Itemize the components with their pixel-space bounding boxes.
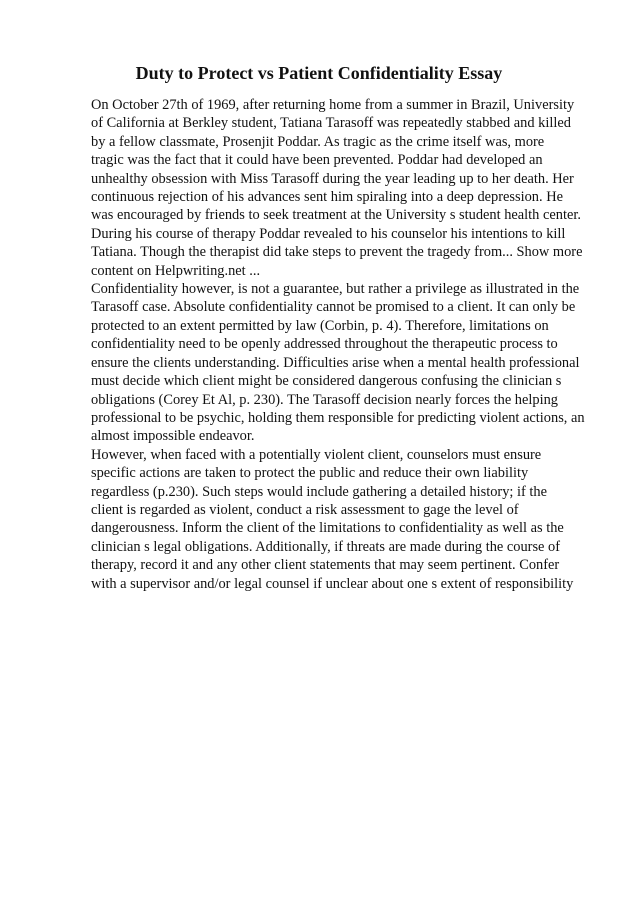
text-line: of California at Berkley student, Tatiana Tarasoff was repeatedly stabbed and killed [91,115,571,132]
text-line: During his course of therapy Poddar revealed to his counselor his intentions to kill [91,225,566,242]
text-line: On October 27th of 1969, after returning home from a summer in Brazil, University [91,97,575,113]
text-line: by a fellow classmate, Prosenjit Poddar. As tragic as the crime itself was, more [91,133,545,150]
text-line: was encouraged by friends to seek treatment at the University s student health center. [91,207,581,224]
text-line: clinician s legal obligations. Additionally, if threats are made during the course of [91,538,561,555]
text-line: professional to be psychic, holding them responsible for predicting violent actions, an [91,409,585,426]
text-line: dangerousness. Inform the client of the limitations to confidentiality as well as the [91,520,564,537]
text-line: almost impossible endeavor. [91,428,255,445]
text-line: Tatiana. Though the therapist did take steps to prevent the tragedy from... Show more [91,244,583,261]
text-line: regardless (p.230). Such steps would include gathering a detailed history; if the [91,483,547,500]
text-line: protected to an extent permitted by law (Corbin, p. 4). Therefore, limitations on [91,317,549,334]
text-line: content on Helpwriting.net ... [91,262,261,279]
document-body [91,96,591,593]
text-line: specific actions are taken to protect the public and reduce their own liability [91,465,529,482]
text-line: with a supervisor and/or legal counsel if unclear about one s extent of responsibility [91,575,574,592]
text-line: Confidentiality however, is not a guarantee, but rather a privilege as illustrated in the [91,281,580,298]
document-title: Duty to Protect vs Patient Confidentiality Essay [135,63,503,83]
text-line: client is regarded as violent, conduct a risk assessment to gage the level of [91,501,519,518]
text-line: tragic was the fact that it could have been prevented. Poddar had developed an [91,152,543,169]
text-line: continuous rejection of his advances sent him spiraling into a deep depression. He [91,189,563,206]
text-line: ensure the clients understanding. Difficulties arise when a mental health professional [91,354,580,371]
text-line: confidentiality need to be openly addressed throughout the therapeutic process to [91,336,558,353]
text-line: However, when faced with a potentially violent client, counselors must ensure [91,446,542,463]
text-line: unhealthy obsession with Miss Tarasoff during the year leading up to her death. Her [91,170,574,187]
text-line: obligations (Corey Et Al, p. 230). The Tarasoff decision nearly forces the helping [91,391,558,408]
text-line: therapy, record it and any other client statements that may seem pertinent. Confer [91,557,560,574]
text-line: must decide which client might be considered dangerous confusing the clinician s [91,373,562,390]
text-line: Tarasoff case. Absolute confidentiality cannot be promised to a client. It can only be [91,299,576,316]
